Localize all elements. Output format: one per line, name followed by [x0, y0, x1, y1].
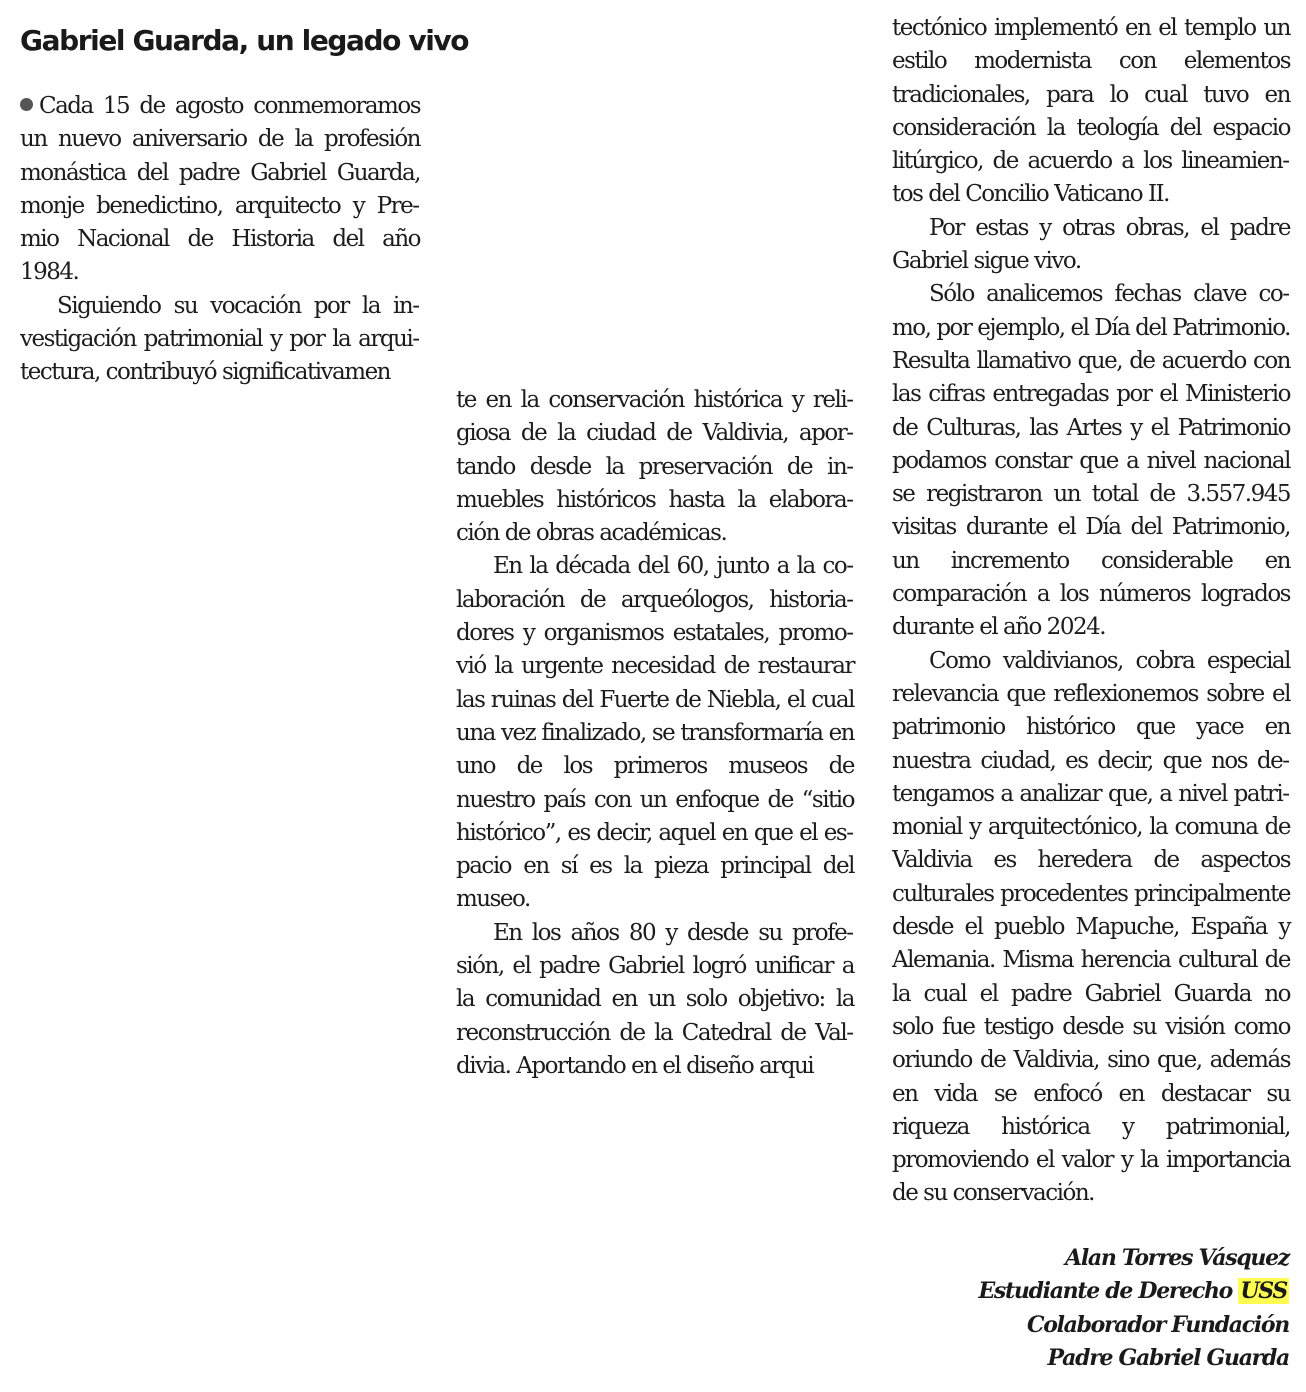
- paragraph: tectónico implementó en el templo un estilo modernista con elementos tradicionales, para lo cual tuvo en consideración la teología del espacio litúrgico, de acuerdo a los lineamientos del Concilio Vaticano II.: [892, 15, 1290, 208]
- paragraph: [20, 90, 420, 290]
- paragraph-text: Cada 15 de agosto conmemoramos un nuevo aniversario de la profesión monástica del padre Gabriel Guarda, monje benedictino, arquitecto y Premio Nacional de Historia del año 1984.: [20, 93, 420, 286]
- paragraph: Como valdivianos, cobra especial relevancia que reflexionemos sobre el patrimonio histórico que yace en nuestra ciudad, es decir, que nos detengamos a analizar que, a nivel patrimonial y arquitectónico, la comuna de Valdivia es heredera de aspectos culturales procedentes principalmente desde el pueblo Mapuche, España y Alemania. Misma herencia cultural de la cual el padre Gabriel Guarda no solo fue testigo desde su visión como oriundo de Valdivia, sino que, además en vida se enfocó en destacar su riqueza histórica y patrimonial, promoviendo el valor y la importancia de su conservación.: [892, 647, 1290, 1207]
- paragraph: Sólo analicemos fechas clave como, por ejemplo, el Día del Patrimonio. Resulta llamativo que, de acuerdo con las cifras entregadas por el Ministerio de Culturas, las Artes y el Patrimonio podamos constar que a nivel nacional se registraron un total de 3.557.945 visitas durante el Día del Patrimonio, un incremento considerable en comparación a los números logrados durante el año 2024.: [892, 281, 1290, 641]
- paragraph: te en la conservación histórica y religiosa de la ciudad de Valdivia, aportando desde la preservación de inmuebles históricos hasta la elaboración de obras académicas.: [456, 387, 854, 547]
- paragraph: Siguiendo su vocación por la investigación patrimonial y por la arquitectura, contribuyó significativamen: [20, 292, 420, 386]
- author-affiliation-name: Padre Gabriel Guarda: [1047, 1344, 1289, 1371]
- paragraph: Por estas y otras obras, el padre Gabriel sigue vivo.: [892, 214, 1290, 275]
- article-column-2: [456, 384, 854, 1083]
- article-column-1: [20, 20, 469, 390]
- author-role-text: Estudiante de Derecho: [978, 1278, 1239, 1305]
- paragraph: En la década del 60, junto a la colaboración de arqueólogos, historiadores y organismos estatales, promovió la urgente necesidad de restaurar las ruinas del Fuerte de Niebla, el cual una vez finalizado, se transformaría en uno de los primeros museos de nuestro país con un enfoque de “sitio histórico”, es decir, aquel en que el espacio en sí es la pieza principal del museo.: [456, 553, 854, 913]
- author-signature: [978, 1242, 1289, 1375]
- bullet-icon: [20, 98, 33, 111]
- paragraph: En los años 80 y desde su profesión, el padre Gabriel logró unificar a la comunidad en un solo objetivo: la reconstrucción de la Catedral de Valdivia. Aportando en el diseño arqui: [456, 919, 854, 1079]
- article-title: Gabriel Guarda, un legado vivo: [20, 24, 469, 57]
- author-affiliation: Colaborador Fundación: [1027, 1311, 1289, 1338]
- author-role: [978, 1275, 1289, 1308]
- highlighted-institution: USS: [1240, 1278, 1287, 1305]
- author-name: Alan Torres Vásquez: [1065, 1245, 1289, 1271]
- article-column-3: [892, 12, 1290, 1211]
